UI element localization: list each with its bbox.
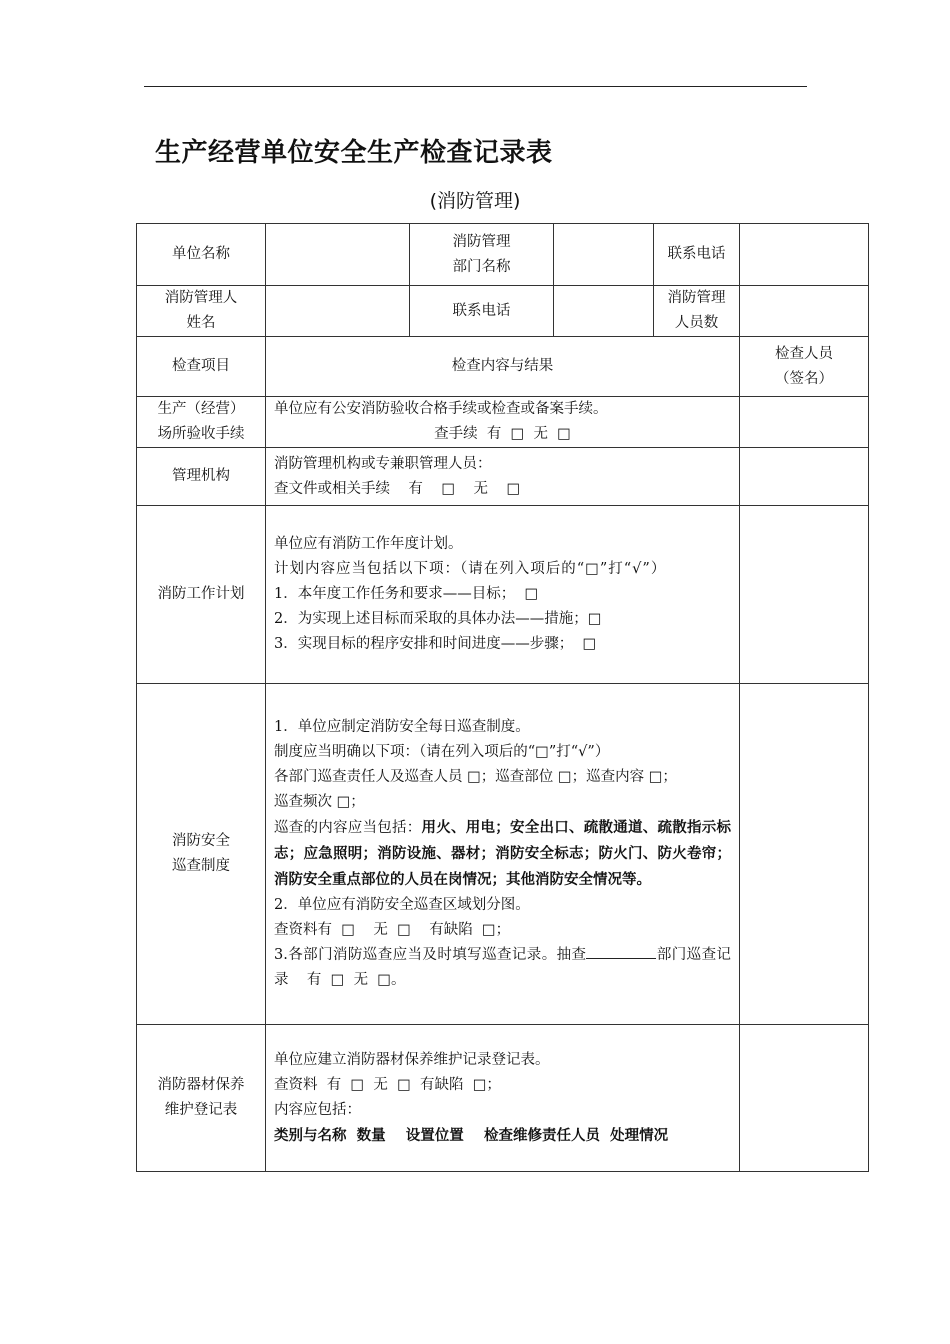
staff-count-label <box>654 286 740 337</box>
work-plan-line4: 2．为实现上述目标而采取的具体办法——措施；□ <box>274 611 602 627</box>
staff-count-label-line2: 人员数 <box>674 315 719 331</box>
acceptance-signature[interactable] <box>740 397 869 448</box>
acceptance-label <box>137 397 266 448</box>
equipment-content <box>266 1025 740 1172</box>
unit-name-label: 单位名称 <box>137 224 266 286</box>
organization-line1: 消防管理机构或专兼职管理人员： <box>274 455 492 472</box>
acceptance-line1: 单位应有公安消防验收合格手续或检查或备案手续。 <box>274 401 608 417</box>
work-plan-line2: 计划内容应当包括以下项：（请在列入项后的“□”打“√”） <box>274 561 667 577</box>
inspector-header-line2: （签名） <box>775 370 833 387</box>
patrol-line4: 巡查频次 □； <box>274 794 365 810</box>
content-column-header: 检查内容与结果 <box>266 337 740 397</box>
acceptance-label-line2: 场所验收手续 <box>157 426 245 442</box>
dept-name-label <box>410 224 554 286</box>
dept-name-field[interactable] <box>554 224 654 286</box>
patrol-line3: 各部门巡查责任人及巡查人员 □；巡查部位 □；巡查内容 □； <box>274 769 677 785</box>
patrol-line5-bold: 用火、用电；安全出口、疏散通道、疏散指示标志；应急照明；消防设施、器材；消防安全标志；防火门、防火卷帘；消防安全重点部位的人员在岗情况；其他消防安全情况等。 <box>274 819 731 888</box>
patrol-line5-prefix: 巡查的内容应当包括： <box>274 820 422 836</box>
equipment-line4: 类别与名称 数量 设置位置 检查维修责任人员 处理情况 <box>274 1127 669 1144</box>
unit-name-field[interactable] <box>266 224 410 286</box>
work-plan-content <box>266 506 740 684</box>
manager-name-label <box>137 286 266 337</box>
patrol-label <box>137 684 266 1025</box>
acceptance-label-line1: 生产（经营） <box>157 401 245 417</box>
patrol-label-line1: 消防安全 <box>172 833 230 849</box>
column-header-row <box>137 337 869 397</box>
dept-name-label-line2: 部门名称 <box>452 258 511 275</box>
inspector-header-line1: 检查人员 <box>775 345 833 362</box>
equipment-line1: 单位应建立消防器材保养维护记录登记表。 <box>274 1052 550 1068</box>
unit-info-row <box>137 224 869 286</box>
work-plan-line1: 单位应有消防工作年度计划。 <box>274 536 463 552</box>
patrol-content <box>266 684 740 1025</box>
work-plan-signature[interactable] <box>740 506 869 684</box>
equipment-label-line2: 维护登记表 <box>164 1102 238 1118</box>
organization-row <box>137 448 869 506</box>
patrol-line5 <box>274 815 731 893</box>
work-plan-line5: 3．实现目标的程序安排和时间进度——步骤； □ <box>274 636 597 652</box>
inspector-column-header <box>740 337 869 397</box>
organization-content <box>266 448 740 506</box>
patrol-row <box>137 684 869 1025</box>
manager-phone-field[interactable] <box>554 286 654 337</box>
equipment-row <box>137 1025 869 1172</box>
page-title: 生产经营单位安全生产检查记录表 <box>155 138 553 168</box>
phone-label: 联系电话 <box>654 224 740 286</box>
equipment-line2: 查资料 有 □ 无 □ 有缺陷 □； <box>274 1077 501 1093</box>
organization-signature[interactable] <box>740 448 869 506</box>
equipment-label <box>137 1025 266 1172</box>
patrol-line8-prefix: 3.各部门消防巡查应当及时填写巡查记录。抽查 <box>274 947 587 963</box>
acceptance-content <box>266 397 740 448</box>
patrol-label-line2: 巡查制度 <box>172 858 230 874</box>
staff-count-label-line1: 消防管理 <box>667 290 726 306</box>
manager-name-field[interactable] <box>266 286 410 337</box>
manager-name-label-line2: 姓名 <box>186 315 216 331</box>
patrol-line2: 制度应当明确以下项：（请在列入项后的“□”打“√”） <box>274 744 610 760</box>
header-rule <box>144 86 807 87</box>
acceptance-row <box>137 397 869 448</box>
patrol-line8-suffix: 部门巡查记录 有 □ 无 □。 <box>274 947 732 988</box>
equipment-label-line1: 消防器材保养 <box>157 1077 245 1093</box>
inspection-form-table <box>136 223 869 1172</box>
manager-info-row <box>137 286 869 337</box>
organization-label: 管理机构 <box>137 448 266 506</box>
equipment-signature[interactable] <box>740 1025 869 1172</box>
patrol-line7: 查资料有 □ 无 □ 有缺陷 □； <box>274 922 511 938</box>
work-plan-label: 消防工作计划 <box>137 506 266 684</box>
acceptance-line2: 查手续 有 □ 无 □ <box>434 426 571 442</box>
phone-field[interactable] <box>740 224 869 286</box>
page-subtitle: (消防管理) <box>429 190 521 212</box>
organization-line2: 查文件或相关手续 有 □ 无 □ <box>274 480 521 497</box>
manager-name-label-line1: 消防管理人 <box>164 290 238 306</box>
dept-name-label-line1: 消防管理 <box>452 233 511 250</box>
item-column-header: 检查项目 <box>137 337 266 397</box>
staff-count-field[interactable] <box>740 286 869 337</box>
equipment-line3: 内容应包括： <box>274 1102 361 1118</box>
dept-blank-field[interactable] <box>586 944 656 959</box>
work-plan-line3: 1．本年度工作任务和要求——目标； □ <box>274 586 539 602</box>
work-plan-row <box>137 506 869 684</box>
patrol-line8 <box>274 943 731 993</box>
manager-phone-label: 联系电话 <box>410 286 554 337</box>
patrol-line1: 1．单位应制定消防安全每日巡查制度。 <box>274 719 530 735</box>
patrol-signature[interactable] <box>740 684 869 1025</box>
patrol-line6: 2．单位应有消防安全巡查区域划分图。 <box>274 897 530 913</box>
